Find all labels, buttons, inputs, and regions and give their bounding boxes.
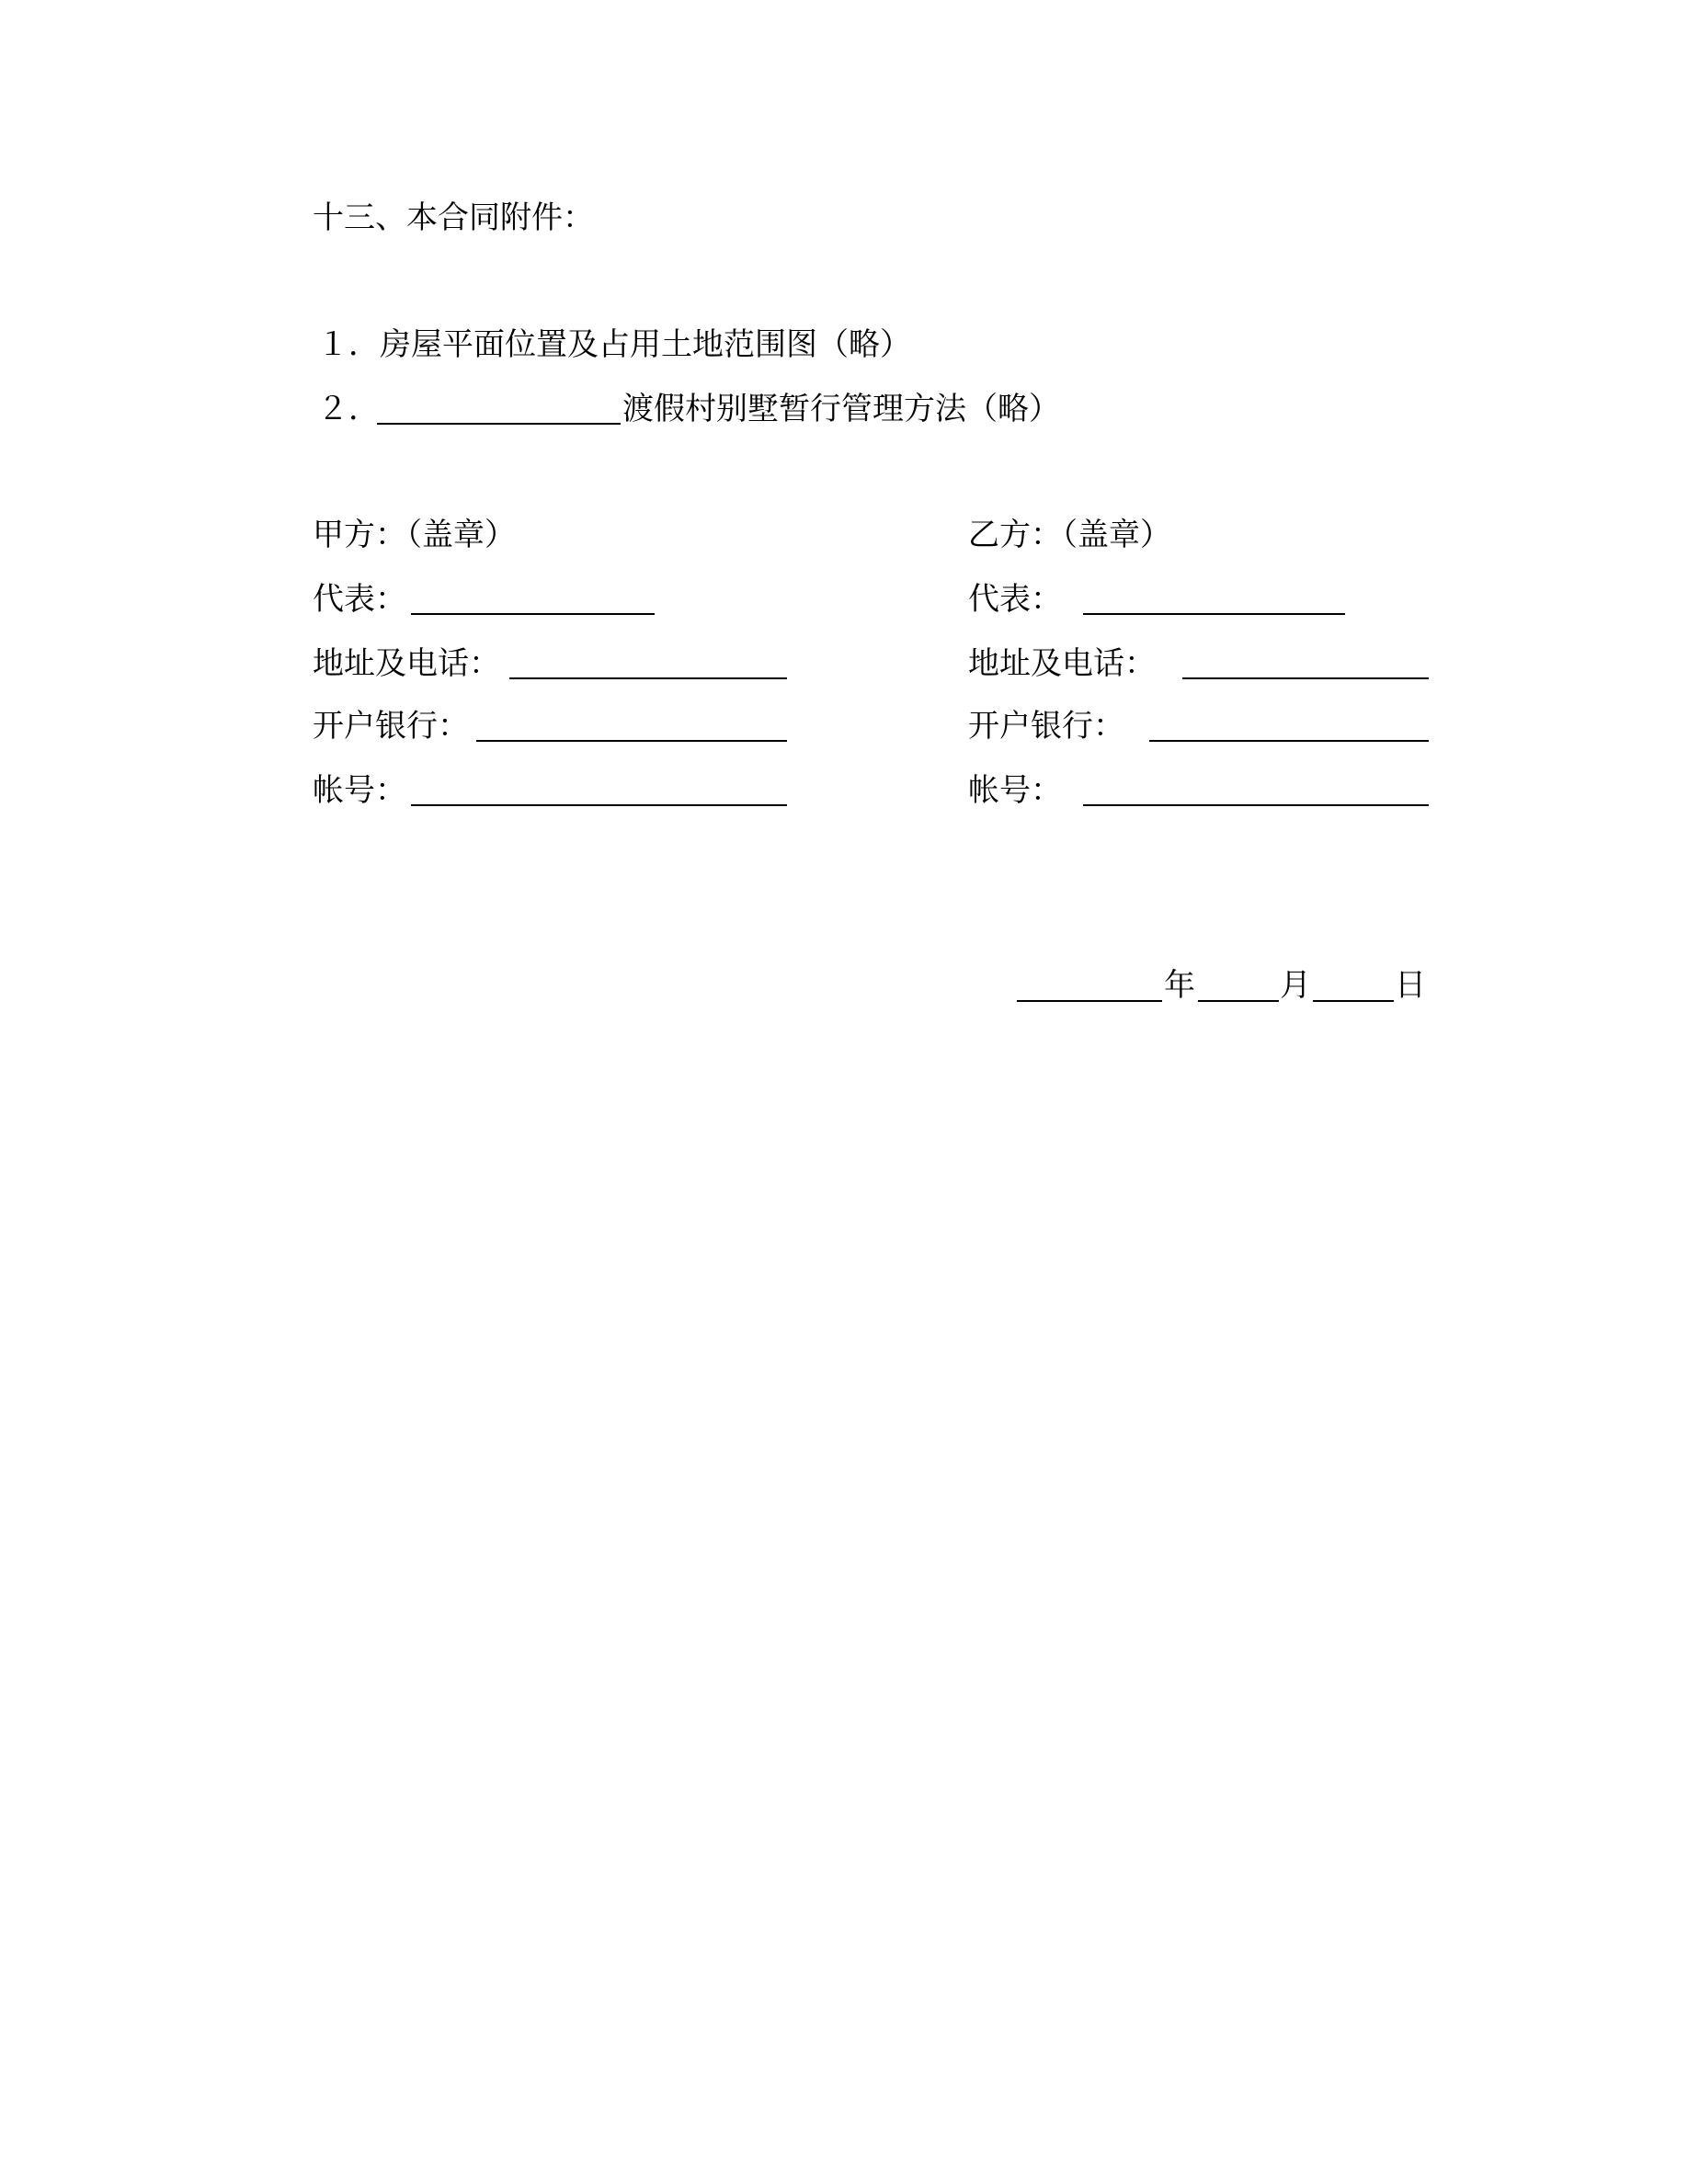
party-b-address-phone-field[interactable] — [1182, 677, 1429, 679]
date-day-field[interactable] — [1313, 1000, 1394, 1002]
party-b-title: 乙方：（盖章） — [968, 517, 1171, 553]
party-a-account-field[interactable] — [411, 804, 787, 806]
date-year-label: 年 — [1164, 967, 1195, 1004]
attachment-item-1 — [317, 324, 911, 365]
date-month-field[interactable] — [1198, 1000, 1279, 1002]
attachment-text: 渡假村别墅暂行管理方法（略） — [622, 391, 1060, 427]
section-heading: 十三、本合同附件： — [313, 199, 594, 236]
party-a-bank-field[interactable] — [476, 740, 787, 742]
party-a-representative-label: 代表： — [313, 581, 406, 618]
party-b-account-label: 帐号： — [968, 772, 1062, 809]
attachment-number: ２． — [317, 391, 380, 427]
date-month-label: 月 — [1280, 967, 1311, 1004]
date-year-field[interactable] — [1017, 1000, 1162, 1002]
party-b-bank-label: 开户银行： — [968, 708, 1124, 745]
party-a-address-phone-label: 地址及电话： — [313, 645, 500, 682]
attachment-text: 房屋平面位置及占用土地范围图（略） — [380, 326, 911, 363]
party-b-account-field[interactable] — [1083, 804, 1429, 806]
party-a-address-phone-field[interactable] — [509, 677, 787, 679]
party-a-bank-label: 开户银行： — [313, 708, 469, 745]
party-b-representative-field[interactable] — [1083, 613, 1345, 615]
attachment-blank-field[interactable] — [377, 423, 621, 425]
party-b-bank-field[interactable] — [1149, 740, 1429, 742]
party-a-representative-field[interactable] — [411, 613, 655, 615]
party-b-representative-label: 代表： — [968, 581, 1062, 618]
attachment-number: １． — [317, 326, 380, 363]
party-a-title: 甲方：（盖章） — [313, 517, 516, 553]
attachment-item-2 — [317, 389, 380, 429]
party-a-account-label: 帐号： — [313, 772, 406, 809]
party-b-address-phone-label: 地址及电话： — [968, 645, 1156, 682]
date-day-label: 日 — [1395, 967, 1426, 1004]
